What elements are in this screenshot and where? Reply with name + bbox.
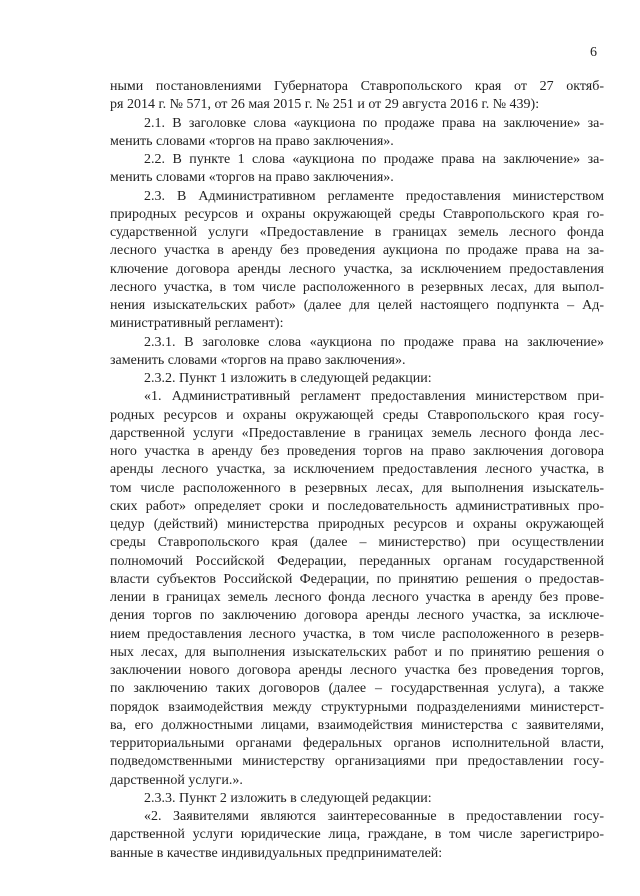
text-line: лесного участка в аренду без проведения аукциона по продаже права на за- [110,243,604,259]
text-line: заключении нового договора аренды лесного участка без проведения торгов, [110,663,604,678]
text-line: аренды лесного участка, за исключением предоставления лесного участка, в [110,462,604,478]
text-line: лесного участка, в том числе расположенного в резервных лесах, для выпол- [110,279,604,295]
text-line: лении в границах земель лесного фонда лесного участка в аренду без прове- [110,590,604,605]
text-line: природных ресурсов и охраны окружающей среды Ставропольского края го- [110,206,604,222]
text-line: заменить словами «торгов на право заключения». [110,352,406,368]
text-line: 2.3.3. Пункт 2 изложить в следующей редакции: [144,790,432,806]
text-line: цедур (действий) министерства природных ресурсов и охраны окружающей [110,517,604,532]
text-line: дарственной услуги.». [110,772,243,788]
text-line: «1. Административный регламент предоставления министерством при- [144,389,604,405]
text-line: менить словами «торгов на право заключения». [110,170,394,186]
text-line: 2.3.1. В заголовке слова «аукциона по продаже права на заключение» [144,334,604,350]
text-line: подведомственными министерству организациями при предоставлении госу- [110,754,604,770]
text-line: ного участка в аренду без проведения торгов на право заключения договора [110,444,604,459]
text-line: 2.3.2. Пункт 1 изложить в следующей редакции: [144,371,432,386]
text-line: 2.1. В заголовке слова «аукциона по продаже права на заключение» за- [144,115,604,131]
page-number: 6 [590,45,597,60]
text-line: ключение договора аренды лесного участка, за исключением предоставления [110,261,604,277]
text-line: том числе расположенного в резервных лесах, для выполнения изыскатель- [110,480,604,496]
text-line: нения изыскательских работ» (далее для целей настоящего подпункта – Ад- [110,298,604,313]
text-line: сударственной услуги «Предоставление в границах земель лесного фонда [110,225,604,240]
text-line: ных лесах, для выполнения изыскательских работ и по принятию решения о [110,644,604,660]
text-line: ских работ» определяет сроки и последовательность административных про- [110,498,604,514]
text-line: порядок взаимодействия между структурными подразделениями министерст- [110,699,604,715]
text-line: ва, его должностными лицами, взаимодействия министерства с заявителями, [110,717,604,733]
text-line: по заключению таких договоров (далее – государственная услуга), а также [110,681,604,697]
text-line: ванные в качестве индивидуальных предпринимателей: [110,845,443,861]
text-line: 2.2. В пункте 1 слова «аукциона по продаже права на заключение» за- [144,152,604,167]
text-line: территориальными органами федеральных органов исполнительной власти, [110,736,604,751]
text-line: ными постановлениями Губернатора Ставропольского края от 27 октяб- [110,79,604,94]
text-line: нием предоставления лесного участка, в том числе расположенного в резерв- [110,626,604,642]
text-line: власти субъектов Российской Федерации, по принятию решения о предостав- [110,571,604,587]
document-body [110,78,604,863]
text-line: менить словами «торгов на право заключения». [110,133,394,149]
text-line: среды Ставропольского края (далее – министерство) при осуществлении [110,535,604,551]
text-line: родных ресурсов и охраны окружающей среды Ставропольского края госу- [110,407,604,423]
text-line: дарственной услуги «Предоставление в границах земель лесного фонда лес- [110,425,604,441]
text-line: 2.3. В Административном регламенте предоставления министерством [144,188,604,204]
text-line: дения торгов по заключению договора аренды лесного участка, за исключе- [110,608,604,624]
text-line: министративный регламент): [110,316,284,332]
text-line: «2. Заявителями являются заинтересованные в предоставлении госу- [144,809,604,824]
text-line: полномочий Российской Федерации, переданных органам государственной [110,553,604,569]
text-line: ря 2014 г. № 571, от 26 мая 2015 г. № 251 и от 29 августа 2016 г. № 439): [110,97,540,113]
text-line: дарственной услуги юридические лица, граждане, в том числе зарегистриро- [110,827,604,843]
